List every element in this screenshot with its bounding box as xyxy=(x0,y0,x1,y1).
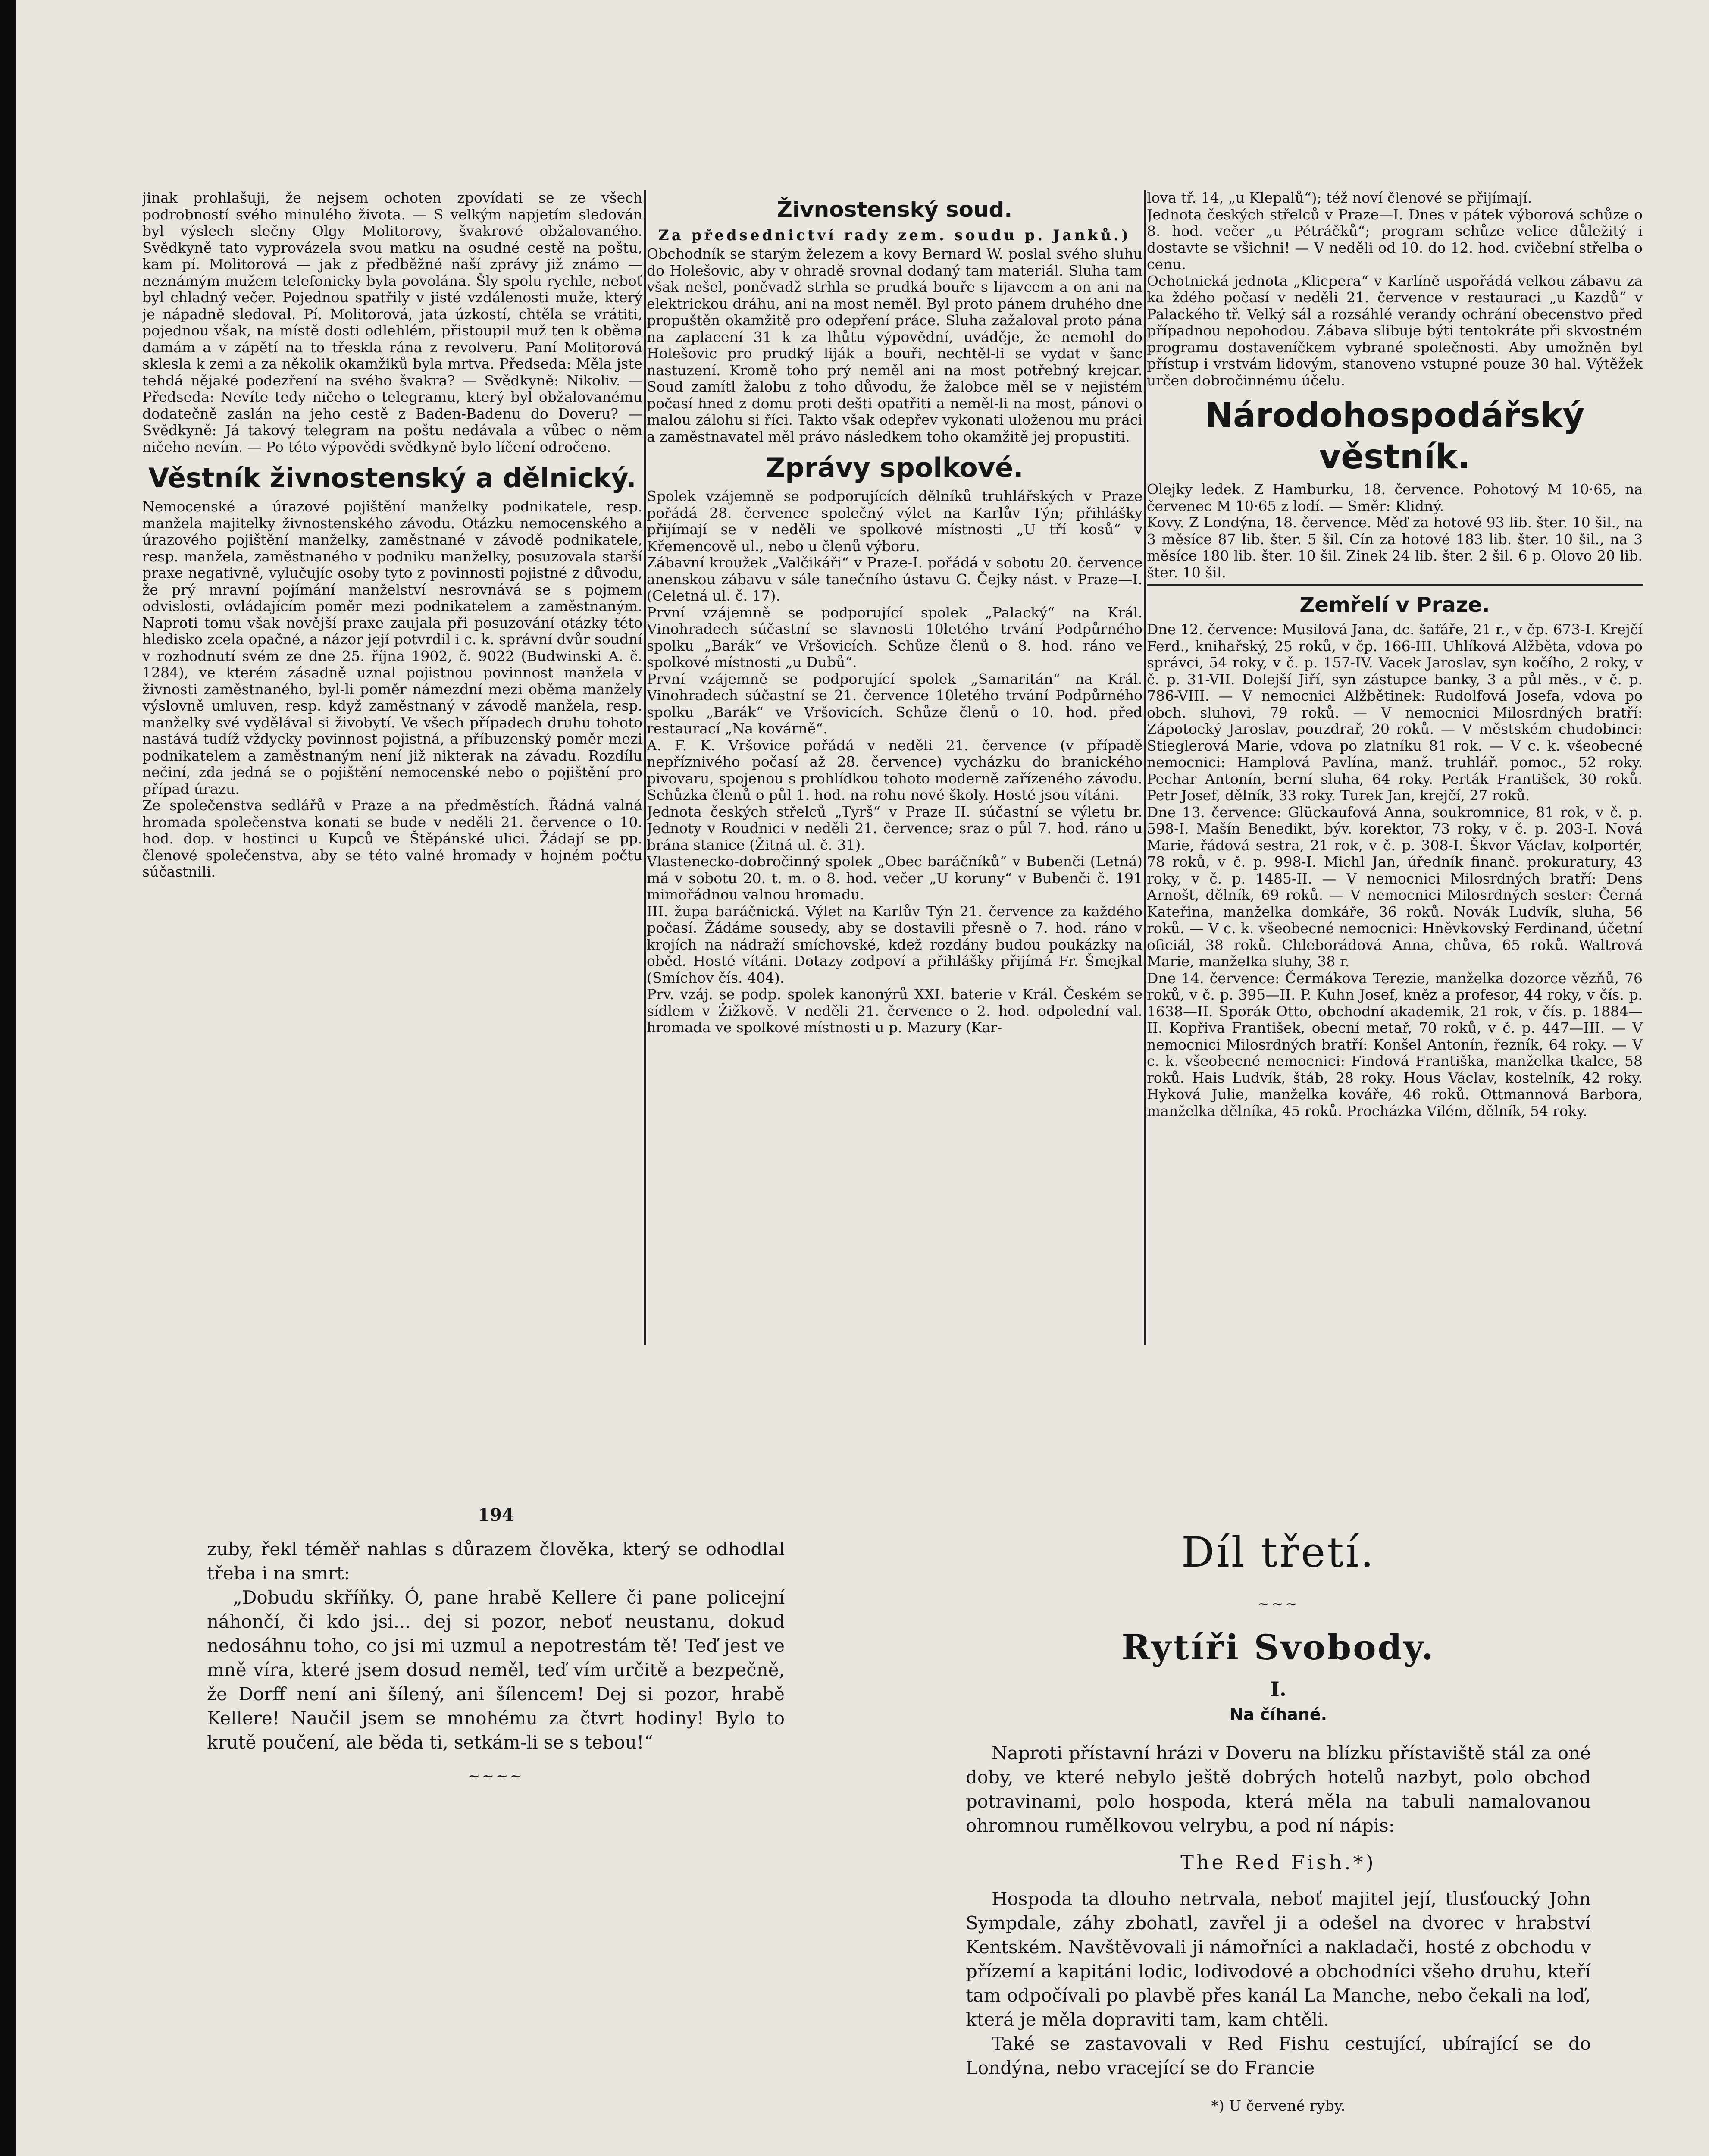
club-notice: Jednota českých střelců „Tyrš“ v Praze II. súčastní se výletu br. Jednoty v Roudnici v neděli 21. července; sraz o půl 7. hod. ráno u brána stanice (Žitná ul. č. 31). xyxy=(647,803,1142,853)
market-report: Olejky ledek. Z Hamburku, 18. července. Pohotový M 10·65, na červenec M 10·65 z lodí. — Směr: Klidný. xyxy=(1147,481,1643,514)
club-notice: Vlastenecko-dobročinný spolek „Obec baráčníků“ v Bubenči (Letná) má v sobotu 20. t. m. o 8. hod. večer „U koruny“ v Bubenči č. 191 mimořádnou valnou hromadu. xyxy=(647,853,1142,903)
deaths-list: Dne 12. července: Musilová Jana, dc. šafáře, 21 r., v čp. 673-I. Krejčí Ferd., knihařský, 25 roků, v čp. 166-III. Uhlíková Alžběta, vdova po správci, 54 roky, v č. p. 157-IV. Vacek Jaroslav, syn kočího, 2 roky, v č. p. 31-VII. Dolejší Jiří, syn zástupce banky, 3 a půl měs., v č. p. 786-VIII. — V nemocnici Alžbětinek: Rudolfová Josefa, vdova po obch. sluhovi, 79 roků. — V nemocnici Milosrdných bratří: Zápotocký Jaroslav, pouzdrař, 20 roků. — V městském chudobinci: Stieglerová Marie, vdova po zlatníku 81 rok. — V c. k. všeobecné nemocnici: Hamplová Pavlína, manž. truhlář. pomoc., 52 roky. Pechar Antonín, berní sluha, 64 roky. Perták František, 30 roků. Petr Josef, dělník, 33 roky. Turek Jan, krejčí, 27 roků. xyxy=(1147,621,1643,804)
club-notice: Ochotnická jednota „Klicpera“ v Karlíně uspořádá velkou zábavu za ka ždého počasí v neděli 21. července v restauraci „u Kazdů“ v Palackého tř. Velký sál a rozsáhlé verandy ochrání obecenstvo před případnou nepohodou. Zábava slibuje býti tentokráte při skvostném programu dostaveníčkem vybrané společnosti. Aby umožněn byl přístup i vrstvám lidovým, stanoveno vstupné pouze 30 hal. Výtěžek určen dobročinnému účelu. xyxy=(1147,272,1643,389)
club-notice: První vzájemně se podporující spolek „Palacký“ na Král. Vinohradech súčastní se slavnosti 10letého trvání Podpůrného spolku „Barák“ ve Vršovicích. Schůze členů o 8. hod. ráno ve spolkové místnosti „u Dubů“. xyxy=(647,604,1142,671)
market-report: Kovy. Z Londýna, 18. července. Měď za hotové 93 lib. šter. 10 šil., na 3 měsíce 87 lib. šter. 5 šil. Cín za hotové 183 lib. šter. 10 šil., na 3 měsíce 180 lib. šter. 10 šil. Zinek 24 lib. šter. 2 šil. 6 p. Olovo 20 lib. šter. 10 šil. xyxy=(1147,514,1643,581)
column-1 xyxy=(142,190,642,881)
court-subheading: Za předsednictví rady zem. soudu p. Janků.) xyxy=(658,227,1131,244)
deaths-list: Dne 13. července: Glückaufová Anna, soukromnice, 81 rok, v č. p. 598-I. Mašín Benedikt, býv. korektor, 73 roky, v č. p. 203-I. Nová Marie, řádová sestra, 21 rok, v č. p. 308-I. Škvor Václav, kolportér, 78 roků, v č. p. 998-I. Michl Jan, úředník finanč. prokuratury, 43 roky, v č. p. 1485-II. — V nemocnici Milosrdných bratří: Dens Arnošt, dělník, 69 roků. — V nemocnici Milosrdných sester: Černá Kateřina, manželka domkáře, 36 roků. Novák Ludvík, sluha, 56 roků. — V c. k. všeobecné nemocnici: Hněvkovský Ferdinand, účetní oficiál, 38 roků. Chleborádová Anna, chůva, 65 roků. Waltrová Marie, manželka sluhy, 38 r. xyxy=(1147,803,1643,970)
club-notice: Zábavní kroužek „Valčikáři“ v Praze-I. pořádá v sobotu 20. července anenskou zábavu v sále tanečního ústavu G. Čejky nást. v Praze—I. (Celetná ul. č. 17). xyxy=(647,554,1142,604)
club-notice: První vzájemně se podporující spolek „Samaritán“ na Král. Vinohradech súčastní se 21. července 10letého trvání Podpůrného spolku „Barák“ ve Vršovicích. Schůze členů o 10. hod. před restaurací „Na kovárně“. xyxy=(647,670,1142,737)
section-heading-economy: Národohospodářský věstník. xyxy=(1205,396,1585,476)
column-rule xyxy=(1144,190,1146,1345)
section-heading-trade-court: Živnostenský soud. xyxy=(776,197,1013,222)
club-notice: Spolek vzájemně se podporujících dělníků truhlářských v Praze pořádá 28. července společný výlet na Karlův Týn; přihlášky přijímají se v neděli ve spolkové místnosti „U tří kosů“ v Křemencově ul., nebo u členů výboru. xyxy=(647,488,1142,555)
chapter-title: Na číhané. xyxy=(1229,1705,1327,1724)
saddlers-notice: Ze společenstva sedlářů v Praze a na předměstích. Řádná valná hromada společenstva konati se bude v neděli 21. července o 10. hod. dop. v hostinci u Kupců ve Štěpánské ulici. Žádají se pp. členové společenstva, aby se této valné hromady v hojném počtu súčastnili. xyxy=(142,797,642,880)
club-notice: Prv. vzáj. se podp. spolek kanonýrů XXI. baterie v Král. Českém se sídlem v Žižkově. V neděli 21. července o 2. hod. odpolední val. hromada ve spolkové místnosti u p. Mazury (Kar- xyxy=(647,986,1142,1036)
ornament: ~~~ xyxy=(1257,1595,1299,1613)
club-notice: A. F. K. Vršovice pořádá v neděli 21. července (v případě nepříznivého počasí až 28. července) vycházku do branického pivovaru, spojenou s prohlídkou tohoto moderně zařízeného závodu. Schůzka členů o půl 1. hod. na rohu nové školy. Hosté jsou vítáni. xyxy=(647,736,1142,803)
novel-paragraph: Hospoda ta dlouho netrvala, neboť majitel její, tlusťoucký John Sympdale, záhy zbohatl, zavřel ji a odešel na dvorec v hrabství Kentském. Navštěvovali ji námořníci a nakladači, hosté z obchodu v přízemí a kapitáni lodic, lodivodové a obchodníci všeho druhu, kteří tam odpočívali po plavbě přes kanál La Manche, nebo čekali na loď, která je měla dopraviti tam, kam chtěli. xyxy=(966,1888,1591,2030)
page-number: 194 xyxy=(478,1505,514,1525)
novel-paragraph: zuby, řekl téměř nahlas s důrazem člověka, který se odhodlal třeba i na smrt: xyxy=(207,1539,785,1584)
ornament: ~~~~ xyxy=(468,1767,524,1785)
novel-paragraph: „Dobudu skříňky. Ó, pane hrabě Kellere či pane policejní náhončí, či kdo jsi... dej si pozor, neboť neustanu, dokud nedosáhnu toho, co jsi mi uzmul a nepotrestám tě! Teď jest ve mně víra, které jsem dosud neměl, teď vím určitě a bezpečně, že Dorff není ani šílený, ani šílencem! Dej si pozor, hrabě Kellere! Naučil jsem se mnohému za čtvrt hodiny! Bylo to krutě poučení, ale běda ti, setkám-li se s tebou!“ xyxy=(207,1587,785,1753)
section-heading-deaths: Zemřelí v Praze. xyxy=(1299,593,1490,617)
inn-sign: The Red Fish.*) xyxy=(1180,1851,1376,1874)
divider xyxy=(1147,584,1643,586)
club-notice: III. župa baráčnická. Výlet na Karlův Týn 21. července za každého počasí. Žádáme sousedy, aby se dostavili přesně o 7. hod. ráno v krojích na nádraží smíchovské, kdež rozdány budou poukázky na oběd. Hosté vítáni. Dotazy zodpoví a přihlášky přijímá Fr. Šmejkal (Smíchov čís. 404). xyxy=(647,903,1142,986)
footnote: *) U červené ryby. xyxy=(1211,2097,1346,2115)
novel-paragraph: Naproti přístavní hrázi v Doveru na blízku přístaviště stál za oné doby, ve které nebylo ještě dobrých hotelů nazbyt, polo obchod potravinami, polo hospoda, která měla na tabuli namalovanou ohromnou rumělkovou velrybu, a pod ní nápis: xyxy=(966,1742,1591,1836)
section-heading-trade-labor: Věstník živnostenský a dělnický. xyxy=(148,462,636,494)
section-heading-club-news: Zprávy spolkové. xyxy=(766,452,1024,483)
part-title: Díl třetí. xyxy=(1181,1528,1375,1576)
club-notice: Jednota českých střelců v Praze—I. Dnes v pátek výborová schůze o 8. hod. večer „u Pétráčků“; program schůze velice důležitý i dostavte se všichni! — V neděli od 10. do 12. hod. cvičební střelba o cenu. xyxy=(1147,206,1643,273)
scan-edge-left xyxy=(0,0,16,2156)
book-title: Rytíři Svobody. xyxy=(1121,1627,1435,1667)
deaths-list: Dne 14. července: Čermákova Terezie, manželka dozorce vězňů, 76 roků, v č. p. 395—II. P. Kuhn Josef, kněz a profesor, 44 roky, v čís. p. 1638—II. Sporák Otto, obchodní akademik, 21 rok, v čís. p. 1884—II. Kopřiva František, obecní metař, 70 roků, v č. p. 447—III. — V nemocnici Milosrdných bratří: Konšel Antonín, řezník, 64 roky. — V c. k. všeobecné nemocnici: Findová Františka, manželka tkalce, 58 roků. Hais Ludvík, štáb, 28 roky. Hous Václav, kostelník, 42 roky. Hyková Julie, manželka kováře, 46 roků. Ottmannová Barbora, manželka dělníka, 45 roků. Procházka Vilém, dělník, 54 roky. xyxy=(1147,969,1643,1119)
novel-left-page xyxy=(207,1505,785,1798)
novel-right-page xyxy=(966,1526,1591,2115)
court-case-text: Obchodník se starým železem a kovy Bernard W. poslal svého sluhu do Holešovic, aby v ohradě srovnal dodaný tam materiál. Sluha tam však nešel, poněvadž strhla se prudká bouře s lijavcem a on ani na elektrickou dráhu, ani na most neměl. Byl proto pánem druhého dne propuštěn okamžitě pro odepření práce. Sluha zažaloval proto pána na zaplacení 31 k za lhůtu výpovědní, uváděje, že nemohl do Holešovic pro prudký liják a bouři, nechtěl-li se vydat v šanc nastuzení. Kromě toho prý neměl ani na most potřebný krejcar. Soud zamítl žalobu z toho důvodu, že žalobce měl se v nejistém počasí hned z domu proti dešti opatřiti a neměl-li na most, pánovi o malou zálohu si říci. Takto však odepřev vykonati uloženou mu práci a zaměstnavatel měl právo následkem toho okamžitě jej propustiti. xyxy=(647,245,1142,445)
column-3 xyxy=(1147,190,1643,1119)
chapter-number: I. xyxy=(1270,1677,1286,1701)
column-2 xyxy=(647,190,1142,1036)
trial-report-text: jinak prohlašuji, že nejsem ochoten zpovídati se ze všech podrobností svého minulého života. — S velkým napjetím sledován byl výslech slečny Olgy Molitorovy, švakrové obžalovaného. Svědkyně tato vyprovázela svou matku na osudné cestě na poštu, kam pí. Molitorová — jak z předběžné naší zprávy již známo — neznámým mužem telefonicky byla povolána. Šly spolu rychle, neboť byl chladný večer. Pojednou spatřily v jisté vzdálenosti muže, který je nápadně sledoval. Pí. Molitorová, jata úzkostí, chtěla se vrátiti, pojednou však, na místě dosti odlehlém, přistoupil muž ten k oběma damám a v zápětí na to třeskla rána z revolveru. Paní Molitorová sklesla k zemi a za několik okamžiků byla mrtva. Předseda: Měla jste tehdá nějaké podezření na svého švakra? — Svědkyně: Nikoliv. — Předseda: Nevíte tedy ničeho o telegramu, který byl obžalovanému dodatečně zaslán na jeho cestě z Baden-Badenu do Doveru? — Svědkyně: Já takový telegram na poštu nedávala a vůbec o něm ničeho nevím. — Po této výpovědi svědkyně bylo líčení odročeno. xyxy=(142,190,642,455)
insurance-article: Nemocenské a úrazové pojištění manželky podnikatele, resp. manžela majitelky živnostenského závodu. Otázku nemocenského a úrazového pojištění manželky, zaměstnané v závodě podnikatele, resp. manžela, zaměstnaného v podniku manželky, posuzovala starší praxe negativně, vylučujíc osoby tyto z povinnosti pojistné z důvodu, že prý mravní pojímání manželství nesrovnává se s pojmem odvislosti, ovládajícím poměr mezi podnikatelem a zaměstnaným. Naproti tomu však novější praxe zaujala při posuzování otázky této hledisko zcela opačné, a názor její potvrdil i c. k. správní dvůr soudní v rozhodnutí svém ze dne 25. října 1902, č. 9022 (Budwinski A. č. 1284), ve kterém zásadně uznal pojistnou povinnost manžela v živnosti zaměstnaného, byl-li poměr námezdní mezi oběma manžely výslovně umluven, resp. když zaměstnaný v závodě manžela, resp. manželky své vydělával si živobytí. Ve všech případech druhu tohoto nastává tudíž vždycky povinnost pojistná, a příbuzenský poměr mezi podnikatelem a zaměstnaným není již nikterak na závadu. Rozdílu nečiní, zda jedná se o pojištění nemocenské nebo o pojištění pro případ úrazu. xyxy=(142,498,642,797)
club-notice: lova tř. 14, „u Klepalů“); též noví členové se přijímají. xyxy=(1147,190,1532,206)
novel-paragraph: Také se zastavovali v Red Fishu cestující, ubírající se do Londýna, nebo vracející se do Francie xyxy=(966,2033,1591,2078)
column-rule xyxy=(644,190,646,1345)
